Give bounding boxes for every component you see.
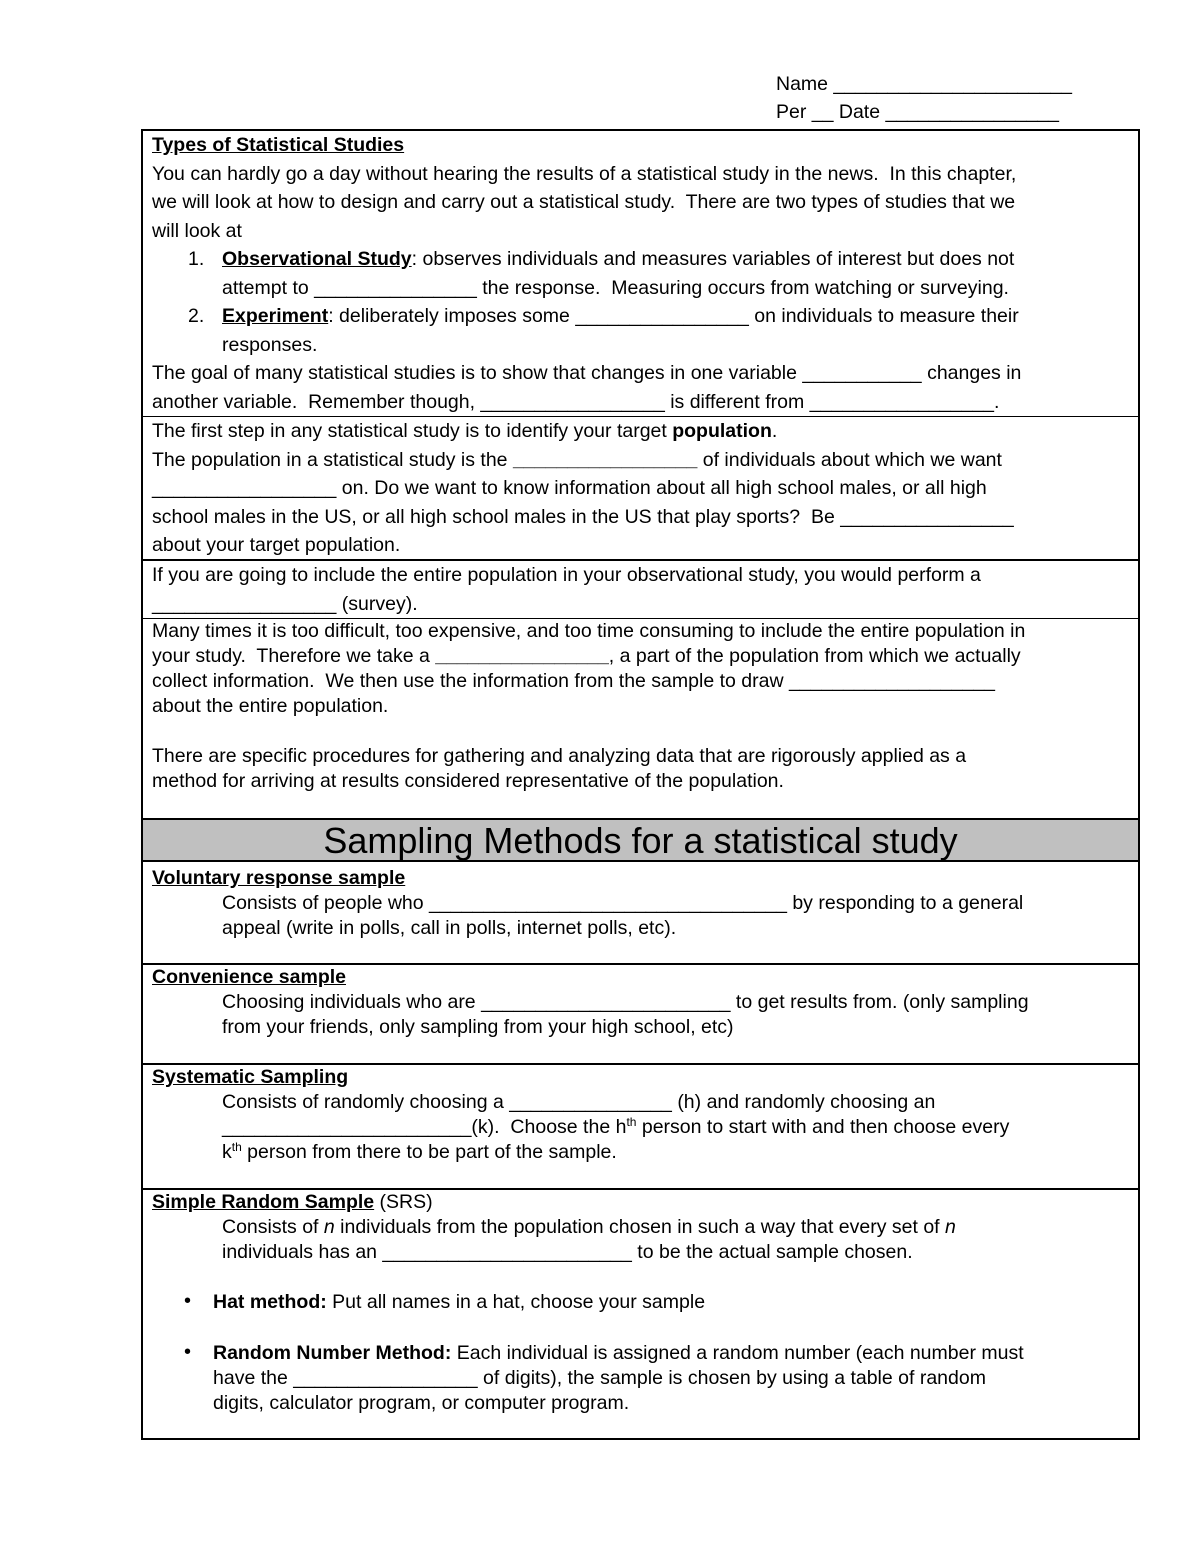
systematic-text: _______________________(k). Choose the h — [222, 1116, 627, 1138]
population-line: about your target population. — [152, 534, 401, 556]
systematic-text: person from there to be part of the sample. — [241, 1141, 617, 1163]
sample-procedures-line: There are specific procedures for gathering and analyzing data that are rigorously applied as a — [152, 745, 967, 767]
sample-section — [143, 618, 1138, 794]
sample-text: your study. Therefore we take a — [152, 645, 436, 667]
bullet-icon: • — [184, 1290, 192, 1312]
item-number: 1. — [188, 248, 205, 270]
population-section — [143, 416, 1138, 560]
population-line: _________________ on. Do we want to know information about all high school males, or all high — [152, 477, 987, 499]
srs-title-line — [152, 1190, 1130, 1215]
population-text-end: . — [771, 420, 778, 442]
systematic-line — [152, 1140, 1130, 1165]
systematic-line — [152, 1115, 1130, 1140]
hat-method-term: Hat method: — [213, 1291, 327, 1313]
bullet-icon: • — [184, 1341, 192, 1363]
srs-title-suffix: (SRS) — [374, 1191, 433, 1213]
name-field-line[interactable]: Name ______________________ — [776, 73, 1073, 95]
period-date-line[interactable]: Per __ Date ________________ — [776, 101, 1059, 123]
census-line: _________________ (survey). — [152, 592, 418, 615]
sample-line: about the entire population. — [152, 695, 389, 717]
superscript: th — [626, 1115, 637, 1129]
convenience-line: from your friends, only sampling from your high school, etc) — [222, 1016, 734, 1038]
population-line — [152, 446, 1130, 475]
srs-text: individuals from the population chosen in such a way that every set of — [334, 1216, 945, 1238]
census-line: If you are going to include the entire population in your observational study, you would perform a — [152, 564, 981, 586]
worksheet-frame — [141, 129, 1140, 1440]
srs-section — [143, 1188, 1138, 1438]
observational-study-item — [152, 245, 1130, 274]
systematic-line: Consists of randomly choosing a _______________ (h) and randomly choosing an — [222, 1091, 936, 1113]
experiment-term: Experiment — [222, 305, 329, 327]
random-number-line: have the _________________ of digits), the sample is chosen by using a table of random — [213, 1367, 986, 1389]
hat-method-text: Put all names in a hat, choose your sample — [326, 1291, 706, 1313]
hat-method-line — [143, 1290, 1138, 1315]
population-text: The first step in any statistical study is to identify your target — [152, 420, 673, 442]
experiment-text-cont: responses. — [222, 333, 318, 356]
srs-line: individuals has an _______________________ to be the actual sample chosen. — [222, 1241, 913, 1263]
voluntary-line: Consists of people who _________________________________ by responding to a general — [222, 892, 1024, 914]
srs-n: n — [323, 1216, 335, 1238]
sample-line — [152, 644, 1130, 669]
item-number: 2. — [188, 305, 205, 327]
observational-study-text: : observes individuals and measures variables of interest but does not — [411, 248, 1015, 270]
types-intro-line: will look at — [152, 219, 242, 242]
srs-title: Simple Random Sample — [152, 1191, 375, 1213]
systematic-text: person to start with and then choose every — [636, 1116, 1010, 1138]
goal-line: another variable. Remember though, _________________ is different from _________________. — [152, 390, 1000, 413]
sample-procedures-line: method for arriving at results considered representative of the population. — [152, 770, 784, 792]
population-blank: _________________ — [512, 448, 698, 471]
types-section — [143, 131, 1138, 416]
sample-text: , a part of the population from which we actually — [608, 645, 1021, 667]
random-number-term: Random Number Method: — [213, 1342, 452, 1364]
sample-line: collect information. We then use the information from the sample to draw ___________________ — [152, 670, 995, 692]
systematic-title: Systematic Sampling — [152, 1066, 349, 1088]
population-line: school males in the US, or all high school males in the US that play sports? Be ________________ — [152, 505, 1014, 528]
experiment-item — [152, 302, 1130, 331]
types-intro-line: You can hardly go a day without hearing the results of a statistical study in the news. In this chapter, — [152, 162, 1017, 185]
sampling-methods-banner: Sampling Methods for a statistical study — [143, 818, 1138, 862]
voluntary-title: Voluntary response sample — [152, 867, 406, 889]
convenience-line: Choosing individuals who are _______________________ to get results from. (only sampling — [222, 991, 1029, 1013]
random-number-line — [143, 1341, 1138, 1366]
convenience-section — [143, 963, 1138, 1040]
population-text: of individuals about which we want — [697, 448, 1002, 471]
voluntary-line: appeal (write in polls, call in polls, internet polls, etc). — [222, 917, 677, 939]
population-line — [152, 417, 1130, 446]
population-text: The population in a statistical study is the — [152, 448, 513, 471]
voluntary-section — [143, 866, 1138, 941]
experiment-text: : deliberately imposes some ________________ on individuals to measure their — [328, 305, 1019, 327]
census-section — [143, 559, 1138, 618]
observational-study-text-cont: attempt to _______________ the response. Measuring occurs from watching or surveying. — [222, 276, 1009, 299]
systematic-section — [143, 1063, 1138, 1165]
convenience-title: Convenience sample — [152, 966, 346, 988]
sample-line: Many times it is too difficult, too expensive, and too time consuming to include the entire population in — [152, 620, 1026, 642]
systematic-text: k — [222, 1141, 232, 1163]
superscript: th — [231, 1140, 242, 1154]
observational-study-term: Observational Study — [222, 248, 412, 270]
random-number-line: digits, calculator program, or computer program. — [213, 1392, 630, 1414]
hat-method-item — [143, 1290, 1138, 1315]
srs-line — [152, 1215, 1130, 1240]
random-number-text: Each individual is assigned a random number (each number must — [451, 1342, 1024, 1364]
types-intro-line: we will look at how to design and carry out a statistical study. There are two types of studies that we — [152, 191, 1016, 213]
types-title: Types of Statistical Studies — [152, 134, 405, 156]
srs-text: Consists of — [222, 1216, 324, 1238]
goal-line: The goal of many statistical studies is to show that changes in one variable ___________ changes in — [152, 362, 1022, 384]
random-number-method-item — [143, 1341, 1138, 1416]
srs-n: n — [945, 1216, 956, 1238]
population-term: population — [672, 420, 772, 442]
spacer — [152, 719, 1130, 744]
sample-blank: ________________ — [435, 645, 609, 667]
